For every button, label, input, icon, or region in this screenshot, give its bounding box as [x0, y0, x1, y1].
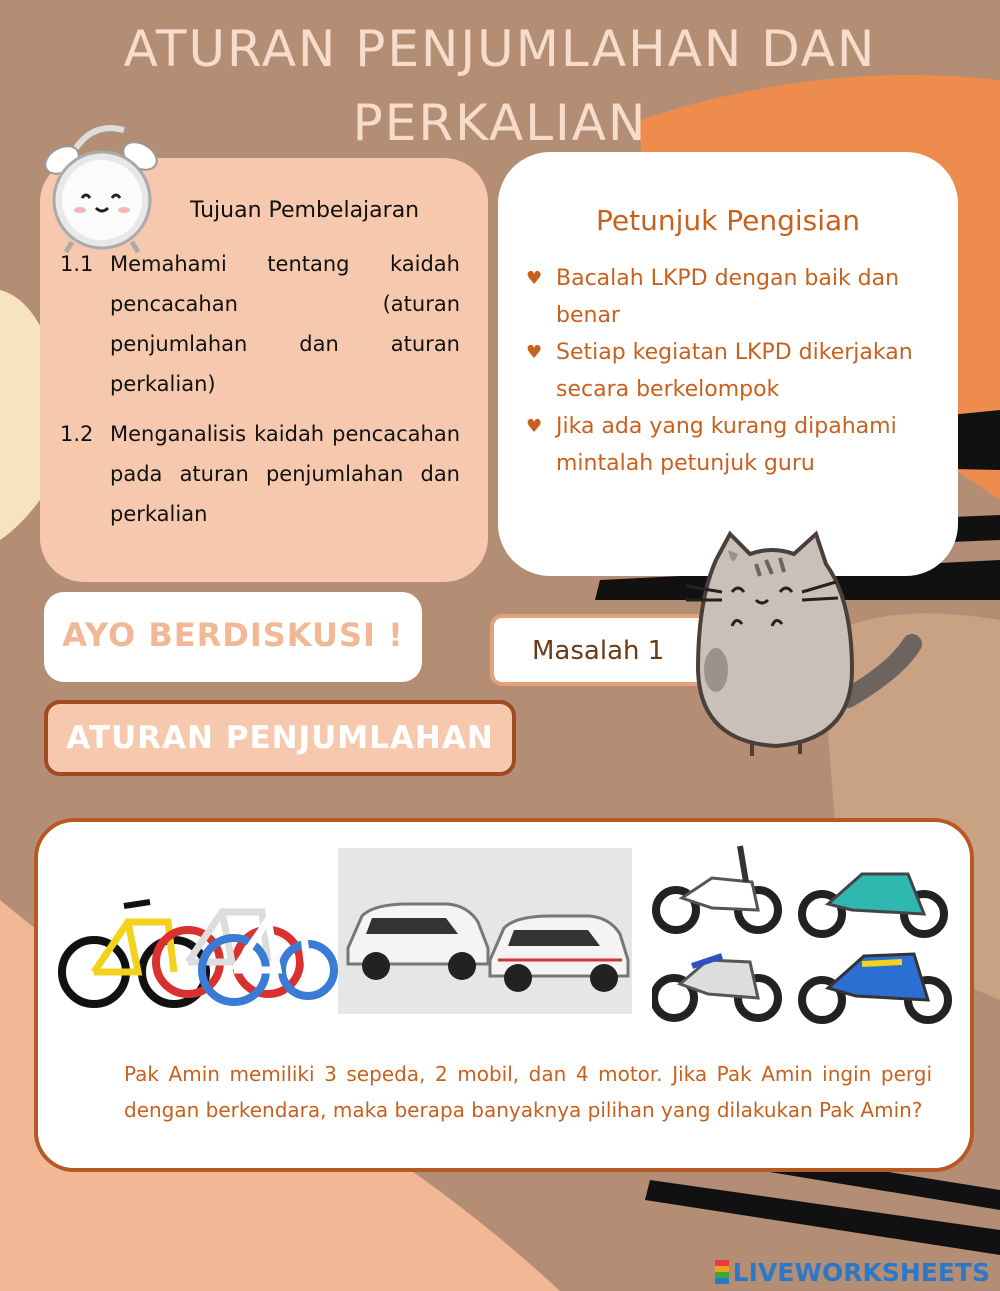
instructions-card: [498, 152, 958, 576]
list-item: [526, 334, 946, 408]
objective-number: 1.1: [60, 252, 94, 276]
alarm-clock-icon: [36, 118, 166, 258]
instructions-heading: Petunjuk Pengisian: [596, 204, 860, 237]
heart-bullet-icon: ♥: [526, 416, 543, 437]
liveworksheets-logo-icon: [715, 1260, 729, 1284]
instruction-text: Jika ada yang kurang dipahami mintalah petunjuk guru: [556, 414, 897, 476]
instruction-text: Bacalah LKPD dengan baik dan benar: [556, 266, 900, 328]
problem-text: Pak Amin memiliki 3 sepeda, 2 mobil, dan 4 motor. Jika Pak Amin ingin pergi dengan berkendara, maka berapa banyaknya pilihan yang dilakukan Pak Amin?: [124, 1062, 932, 1122]
problem-number-label: Masalah 1: [532, 636, 665, 666]
discussion-banner: [44, 592, 422, 682]
objective-item: [60, 414, 460, 534]
cars-image: [338, 848, 632, 1014]
watermark-text: LIVEWORKSHEETS: [732, 1258, 990, 1287]
discussion-label: AYO BERDISKUSI !: [62, 616, 404, 654]
addition-rule-label: ATURAN PENJUMLAHAN: [66, 720, 494, 756]
cat-illustration-icon: [676, 520, 926, 770]
bicycles-image: [58, 852, 338, 1022]
motorcycles-image: [652, 838, 962, 1028]
heart-bullet-icon: ♥: [526, 268, 543, 289]
list-item: [526, 408, 946, 482]
instruction-text: Setiap kegiatan LKPD dikerjakan secara berkelompok: [556, 340, 913, 402]
addition-rule-banner: [44, 700, 516, 776]
objective-text: Menganalisis kaidah pencacahan pada aturan penjumlahan dan perkalian: [110, 422, 460, 526]
list-item: [526, 260, 946, 334]
learning-objectives-heading: Tujuan Pembelajaran: [190, 198, 420, 223]
objective-item: [60, 244, 460, 404]
objective-number: 1.2: [60, 422, 94, 446]
heart-bullet-icon: ♥: [526, 342, 543, 363]
page-title-line1: ATURAN PENJUMLAHAN DAN: [123, 20, 877, 78]
objective-text: Memahami tentang kaidah pencacahan (aturan penjumlahan dan aturan perkalian): [110, 252, 460, 396]
page-title-line2: PERKALIAN: [352, 94, 648, 152]
problem-card: [34, 818, 974, 1172]
liveworksheets-watermark: [715, 1258, 990, 1287]
instructions-list: [526, 260, 946, 482]
